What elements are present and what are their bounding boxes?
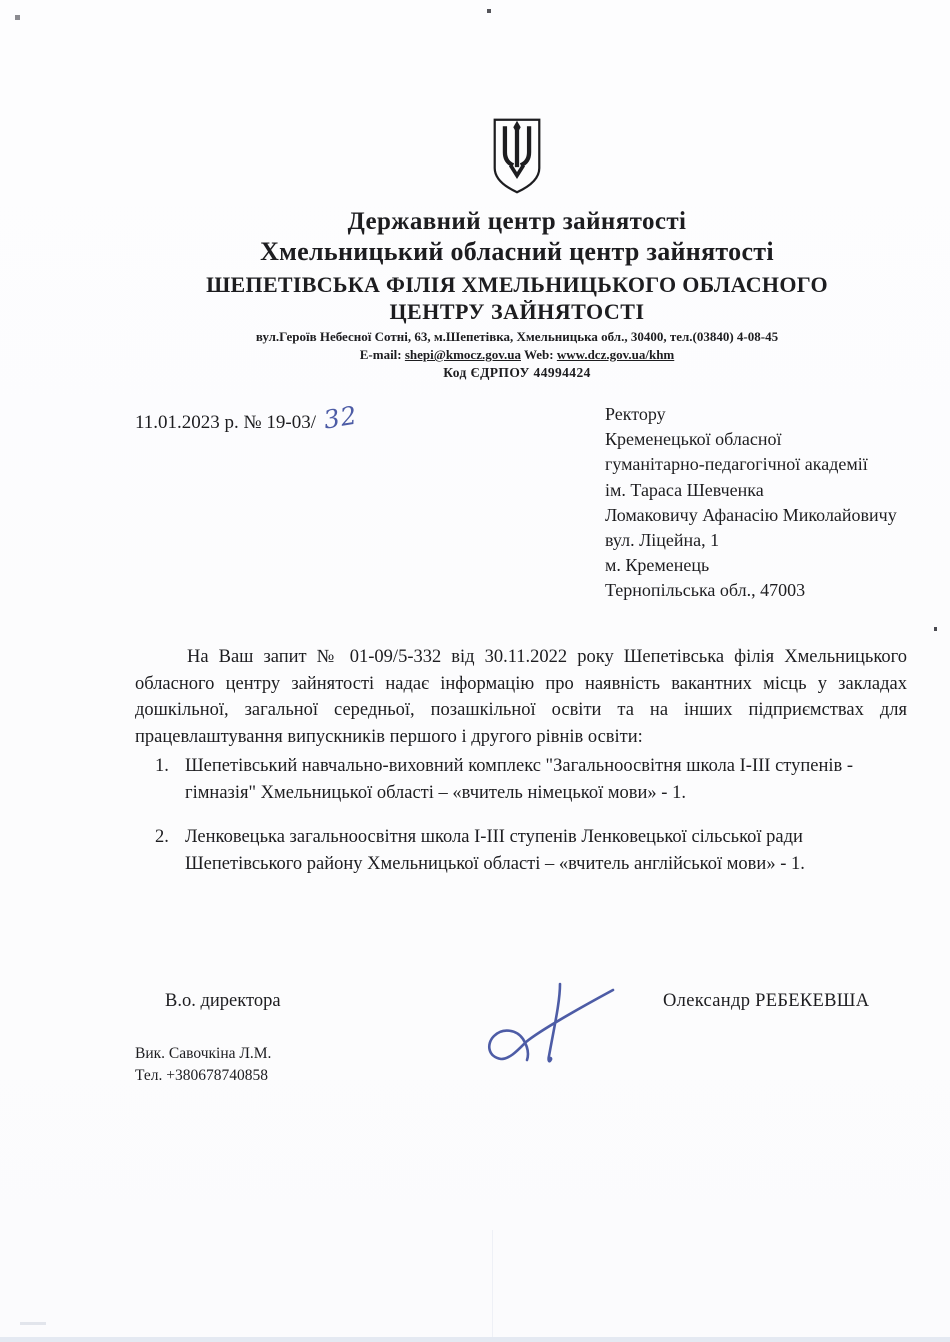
signer-name: Олександр РЕБЕКЕВША [663,991,870,1011]
list-item-number: 1. [155,756,169,776]
signer-position-title: В.о. директора [165,991,281,1011]
email-label: E-mail: [359,347,402,362]
recipient-line: ім. Тараса Шевченка [605,479,764,500]
letterhead [84,0,950,381]
body-paragraph: На Ваш запит № 01-09/5-332 від 30.11.2022 року Шепетівська філія Хмельницького обласного центру зайнятості надає інформацію про наявність вакантних місць у закладах дошкільної, загальної середньої, позашкільної освіти та на інших підприємствах для працевлаштування випускників першого і другого рівнів освіти: [135,647,907,747]
list-item [155,824,883,878]
org-name-regional-center: Хмельницький обласний центр зайнятості [260,237,774,266]
recipient-line: Ломаковичу Афанасію Миколайовичу [605,504,897,525]
reference-line [135,400,360,435]
org-address: вул.Героїв Небесної Сотні, 63, м.Шепетівка, Хмельницька обл., 30400, тел.(03840) 4-08-45 [255,329,779,344]
executor-block [135,1043,271,1087]
list-item-number: 2. [155,827,169,847]
recipient-line: м. Кременець [605,555,710,576]
executor-name: Вик. Савочкіна Л.М. [135,1045,272,1062]
recipient-line: Тернопільська обл., 47003 [605,580,806,601]
email-address: shepi@kmocz.gov.ua [404,347,521,362]
scan-edge-strip [0,1337,950,1342]
scan-speck [20,1322,46,1325]
scan-crease [492,1230,493,1342]
list-item-text: Ленковецька загальноосвітня школа І-ІІІ ступенів Ленковецької сільської ради Шепетівського району Хмельницької області – «вчитель англійської мови» - 1. [185,827,805,874]
org-name-branch-line1: ШЕПЕТІВСЬКА ФІЛІЯ ХМЕЛЬНИЦЬКОГО ОБЛАСНОГО [206,272,828,297]
edrpou-code: Код ЄДРПОУ 44994424 [443,365,591,380]
recipient-line: вул. Ліцейна, 1 [605,530,720,551]
vacancy-list [155,753,883,895]
recipient-line: гуманітарно-педагогічної академії [605,454,868,475]
ukraine-trident-emblem [491,116,543,196]
list-item-text: Шепетівський навчально-виховний комплекс "Загальноосвітня школа І-ІІІ ступенів - гімназія" Хмельницької області – «вчитель німецької мови» - 1. [185,756,854,803]
executor-phone: Тел. +380678740858 [135,1067,268,1084]
handwritten-signature [476,980,626,1080]
handwritten-outgoing-number: 32 [321,400,360,435]
recipient-line: Ректору [605,404,666,424]
recipient-block [605,402,897,604]
web-label: Web: [524,347,554,362]
scan-speck [487,9,491,13]
scan-speck [934,627,937,631]
list-item [155,753,883,807]
org-name-branch-line2: ЦЕНТРУ ЗАЙНЯТОСТІ [389,299,645,324]
org-contacts [84,347,950,363]
reference-date-number: 11.01.2023 р. № 19-03/ [135,412,317,433]
web-address: www.dcz.gov.ua/khm [556,347,675,362]
recipient-line: Кременецької обласної [605,429,782,450]
scan-speck [15,15,20,20]
org-name-state-center: Державний центр зайнятості [347,208,687,235]
